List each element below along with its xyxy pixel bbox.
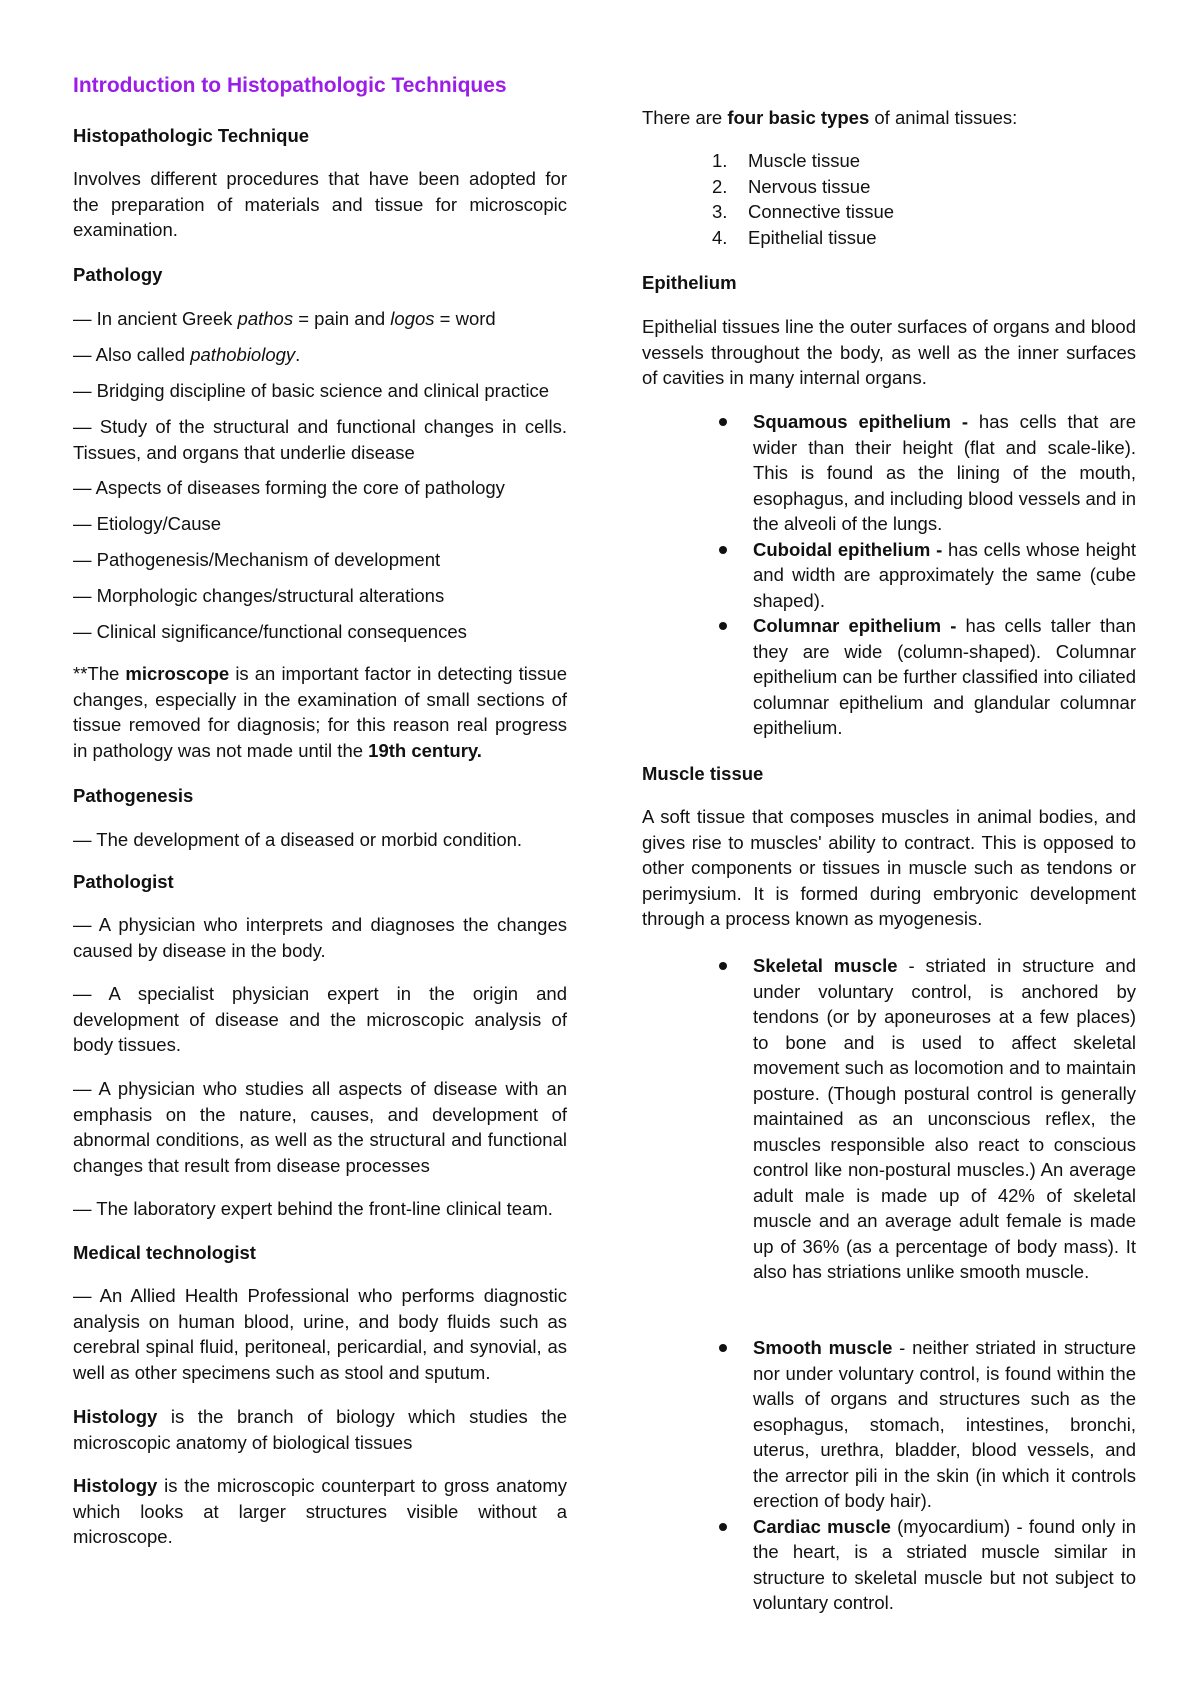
list-item: 1. Muscle tissue bbox=[712, 150, 861, 171]
bullet-icon bbox=[719, 1523, 727, 1531]
tissue-types-intro: There are four basic types of animal tissues: bbox=[642, 107, 1018, 128]
pathology-aspects: — Aspects of diseases forming the core of pathology bbox=[73, 477, 505, 498]
list-item: Columnar epithelium - has cells taller than they are wide (column-shaped). Columnar epithelium can be further classified into ciliated columnar epithelium and glandular columnar epithelium. bbox=[642, 613, 1136, 741]
pathologist-def-3: — A physician who studies all aspects of disease with an emphasis on the nature, causes, and development of abnormal conditions, as well as the structural and functional changes that result from disease processes bbox=[73, 1078, 567, 1176]
heading-pathogenesis: Pathogenesis bbox=[73, 785, 194, 806]
bullet-icon bbox=[719, 418, 727, 426]
list-item: Cuboidal epithelium - has cells whose height and width are approximately the same (cube shaped). bbox=[642, 537, 1136, 614]
pathology-also-called: — Also called pathobiology. bbox=[73, 344, 301, 365]
pathology-morphologic: — Morphologic changes/structural alterations bbox=[73, 585, 445, 606]
bullet-icon bbox=[719, 1344, 727, 1352]
technique-definition: Involves different procedures that have been adopted for the preparation of materials and tissue for microscopic examination. bbox=[73, 168, 567, 240]
pathologist-def-1: — A physician who interprets and diagnoses the changes caused by disease in the body. bbox=[73, 914, 567, 961]
list-item: Skeletal muscle - striated in structure and under voluntary control, is anchored by tendons (or by aponeuroses at a few places) to bone and is used to affect skeletal movement such as locomotion and to maintain posture. (Though postural control is generally maintained as an unconscious reflex, the muscles responsible also react to conscious control like non-postural muscles.) An average adult male is made up of 42% of skeletal muscle and an average adult female is made up of 36% (as a percentage of body mass). It also has striations unlike smooth muscle. bbox=[642, 953, 1136, 1285]
list-item: 3. Connective tissue bbox=[712, 201, 895, 222]
heading-muscle-tissue: Muscle tissue bbox=[642, 763, 764, 784]
epithelium-definition: Epithelial tissues line the outer surfaces of organs and blood vessels throughout the body, as well as the inner surfaces of cavities in many internal organs. bbox=[642, 316, 1136, 388]
pathology-study: — Study of the structural and functional changes in cells. Tissues, and organs that underlie disease bbox=[73, 416, 567, 463]
heading-pathology: Pathology bbox=[73, 264, 163, 285]
medtech-definition: — An Allied Health Professional who performs diagnostic analysis on human blood, urine, and body fluids such as cerebral spinal fluid, peritoneal, pericardial, and synovial, as well as other specimens such as stool and sputum. bbox=[73, 1285, 567, 1383]
heading-epithelium: Epithelium bbox=[642, 272, 737, 293]
list-item: Squamous epithelium - has cells that are wider than their height (flat and scale-like). This is found as the lining of the mouth, esophagus, and including blood vessels and in the alveoli of the lungs. bbox=[642, 409, 1136, 537]
heading-pathologist: Pathologist bbox=[73, 871, 174, 892]
heading-medical-technologist: Medical technologist bbox=[73, 1242, 256, 1263]
heading-histopathologic-technique: Histopathologic Technique bbox=[73, 125, 310, 146]
pathologist-def-4: — The laboratory expert behind the front-line clinical team. bbox=[73, 1198, 553, 1219]
list-item: 4. Epithelial tissue bbox=[712, 226, 877, 248]
pathology-bridging: — Bridging discipline of basic science and clinical practice bbox=[73, 380, 550, 401]
pathology-etiology: — Etiology/Cause bbox=[73, 513, 222, 534]
muscle-types-list bbox=[642, 1335, 1136, 1616]
microscope-note: **The microscope is an important factor in detecting tissue changes, especially in the examination of small sections of tissue removed for diagnosis; for this reason real progress in pathology was not made until the 19th century. bbox=[73, 663, 567, 761]
histology-def-1: Histology is the branch of biology which studies the microscopic anatomy of biological tissues bbox=[73, 1406, 567, 1453]
epithelium-list bbox=[642, 409, 1136, 741]
histology-def-2: Histology is the microscopic counterpart to gross anatomy which looks at larger structures visible without a microscope. bbox=[73, 1475, 567, 1547]
skeletal-muscle-item bbox=[642, 953, 1136, 1285]
list-item: Cardiac muscle (myocardium) - found only in the heart, is a striated muscle similar in structure to skeletal muscle but not subject to voluntary control. bbox=[642, 1514, 1136, 1616]
muscle-tissue-definition: A soft tissue that composes muscles in animal bodies, and gives rise to muscles' ability to contract. This is opposed to other components or tissues in muscle such as tendons or perimysium. It is formed during embryonic development through a process known as myogenesis. bbox=[642, 806, 1136, 929]
bullet-icon bbox=[719, 622, 727, 630]
bullet-icon bbox=[719, 546, 727, 554]
tissue-types-list bbox=[712, 148, 894, 250]
list-item: 2. Nervous tissue bbox=[712, 175, 871, 197]
list-item: Smooth muscle - neither striated in structure nor under voluntary control, is found within the walls of organs and structures such as the esophagus, stomach, intestines, bronchi, uterus, urethra, bladder, blood vessels, and the arrector pili in the skin (in which it controls erection of body hair). bbox=[642, 1335, 1136, 1514]
pathology-pathogenesis: — Pathogenesis/Mechanism of development bbox=[73, 549, 441, 570]
pathologist-def-2: — A specialist physician expert in the origin and development of disease and the microscopic analysis of body tissues. bbox=[73, 983, 567, 1055]
bullet-icon bbox=[719, 962, 727, 970]
pathology-etymology: — In ancient Greek pathos = pain and logos = word bbox=[73, 308, 496, 329]
pathology-clinical: — Clinical significance/functional consequences bbox=[73, 621, 467, 642]
page-title: Introduction to Histopathologic Techniques bbox=[73, 74, 507, 97]
pathogenesis-definition: — The development of a diseased or morbid condition. bbox=[73, 829, 523, 850]
